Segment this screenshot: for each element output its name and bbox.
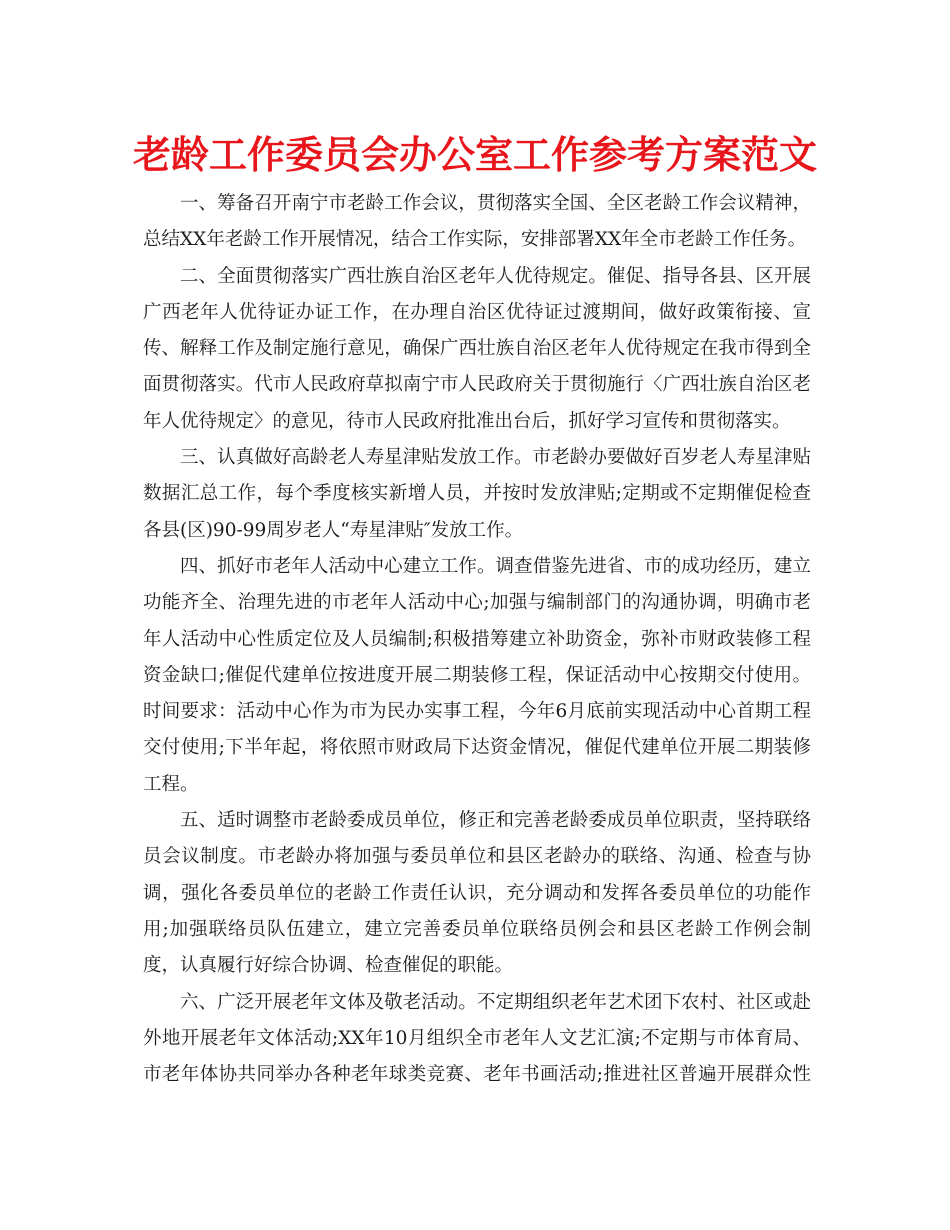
- paragraph-line: 总结XX年老龄工作开展情况，结合工作实际，安排部署XX年全市老龄工作任务。: [143, 229, 807, 251]
- paragraph-line: 市老年体协共同举办各种老年球类竞赛、老年书画活动;推进社区普遍开展群众性: [143, 1064, 811, 1086]
- paragraph-line: 二、全面贯彻落实广西壮族自治区老年人优待规定。催促、指导各县、区开展: [180, 265, 811, 287]
- paragraph-line: 时间要求：活动中心作为市为民办实事工程，今年6月底前实现活动中心首期工程: [143, 701, 811, 723]
- document-title: 老龄工作委员会办公室工作参考方案范文: [132, 132, 817, 177]
- paragraph-5: [143, 803, 811, 984]
- document-body: [143, 186, 811, 1093]
- paragraph-line: 用;加强联络员队伍建立，建立完善委员单位联络员例会和县区老龄工作例会制: [143, 918, 811, 940]
- paragraph-line: 六、广泛开展老年文体及敬老活动。不定期组织老年艺术团下农村、社区或赴: [180, 991, 811, 1013]
- paragraph-line: 功能齐全、治理先进的市老年人活动中心;加强与编制部门的沟通协调，明确市老: [143, 592, 811, 614]
- paragraph-4: [143, 549, 811, 803]
- paragraph-line: 调，强化各委员单位的老龄工作责任认识，充分调动和发挥各委员单位的功能作: [143, 882, 811, 904]
- paragraph-6: [143, 985, 811, 1094]
- paragraph-line: 工程。: [143, 773, 199, 795]
- paragraph-3: [143, 440, 811, 549]
- paragraph-line: 资金缺口;催促代建单位按进度开展二期装修工程，保证活动中心按期交付使用。: [143, 664, 811, 686]
- paragraph-line: 一、筹备召开南宁市老龄工作会议，贯彻落实全国、全区老龄工作会议精神，: [180, 193, 811, 214]
- paragraph-line: 三、认真做好高龄老人寿星津贴发放工作。市老龄办要做好百岁老人寿星津贴: [180, 447, 811, 469]
- paragraph-line: 年人活动中心性质定位及人员编制;积极措筹建立补助资金，弥补市财政装修工程: [143, 628, 811, 650]
- paragraph-line: 面贯彻落实。代市人民政府草拟南宁市人民政府关于贯彻施行〈广西壮族自治区老: [143, 374, 811, 396]
- paragraph-1: [143, 186, 811, 259]
- paragraph-line: 外地开展老年文体活动;XX年10月组织全市老年人文艺汇演;不定期与市体育局、: [143, 1027, 811, 1049]
- paragraph-line: 四、抓好市老年人活动中心建立工作。调查借鉴先进省、市的成功经历，建立: [180, 555, 811, 577]
- paragraph-line: 各县(区)90-99周岁老人“寿星津贴″发放工作。: [143, 519, 524, 541]
- paragraph-line: 传、解释工作及制定施行意见，确保广西壮族自治区老年人优待规定在我市得到全: [143, 338, 811, 360]
- paragraph-2: [143, 259, 811, 440]
- paragraph-line: 度，认真履行好综合协调、检查催促的职能。: [143, 955, 514, 977]
- paragraph-line: 广西老年人优待证办证工作，在办理自治区优待证过渡期间，做好政策衔接、宣: [143, 301, 811, 323]
- paragraph-line: 五、适时调整市老龄委成员单位，修正和完善老龄委成员单位职责，坚持联络: [180, 810, 811, 832]
- paragraph-line: 数据汇总工作，每个季度核实新增人员，并按时发放津贴;定期或不定期催促检查: [143, 483, 811, 505]
- paragraph-line: 员会议制度。市老龄办将加强与委员单位和县区老龄办的联络、沟通、检查与协: [143, 846, 811, 868]
- paragraph-line: 年人优待规定〉的意见，待市人民政府批准出台后，抓好学习宣传和贯彻落实。: [143, 410, 791, 432]
- paragraph-line: 交付使用;下半年起，将依照市财政局下达资金情况，催促代建单位开展二期装修: [143, 737, 811, 759]
